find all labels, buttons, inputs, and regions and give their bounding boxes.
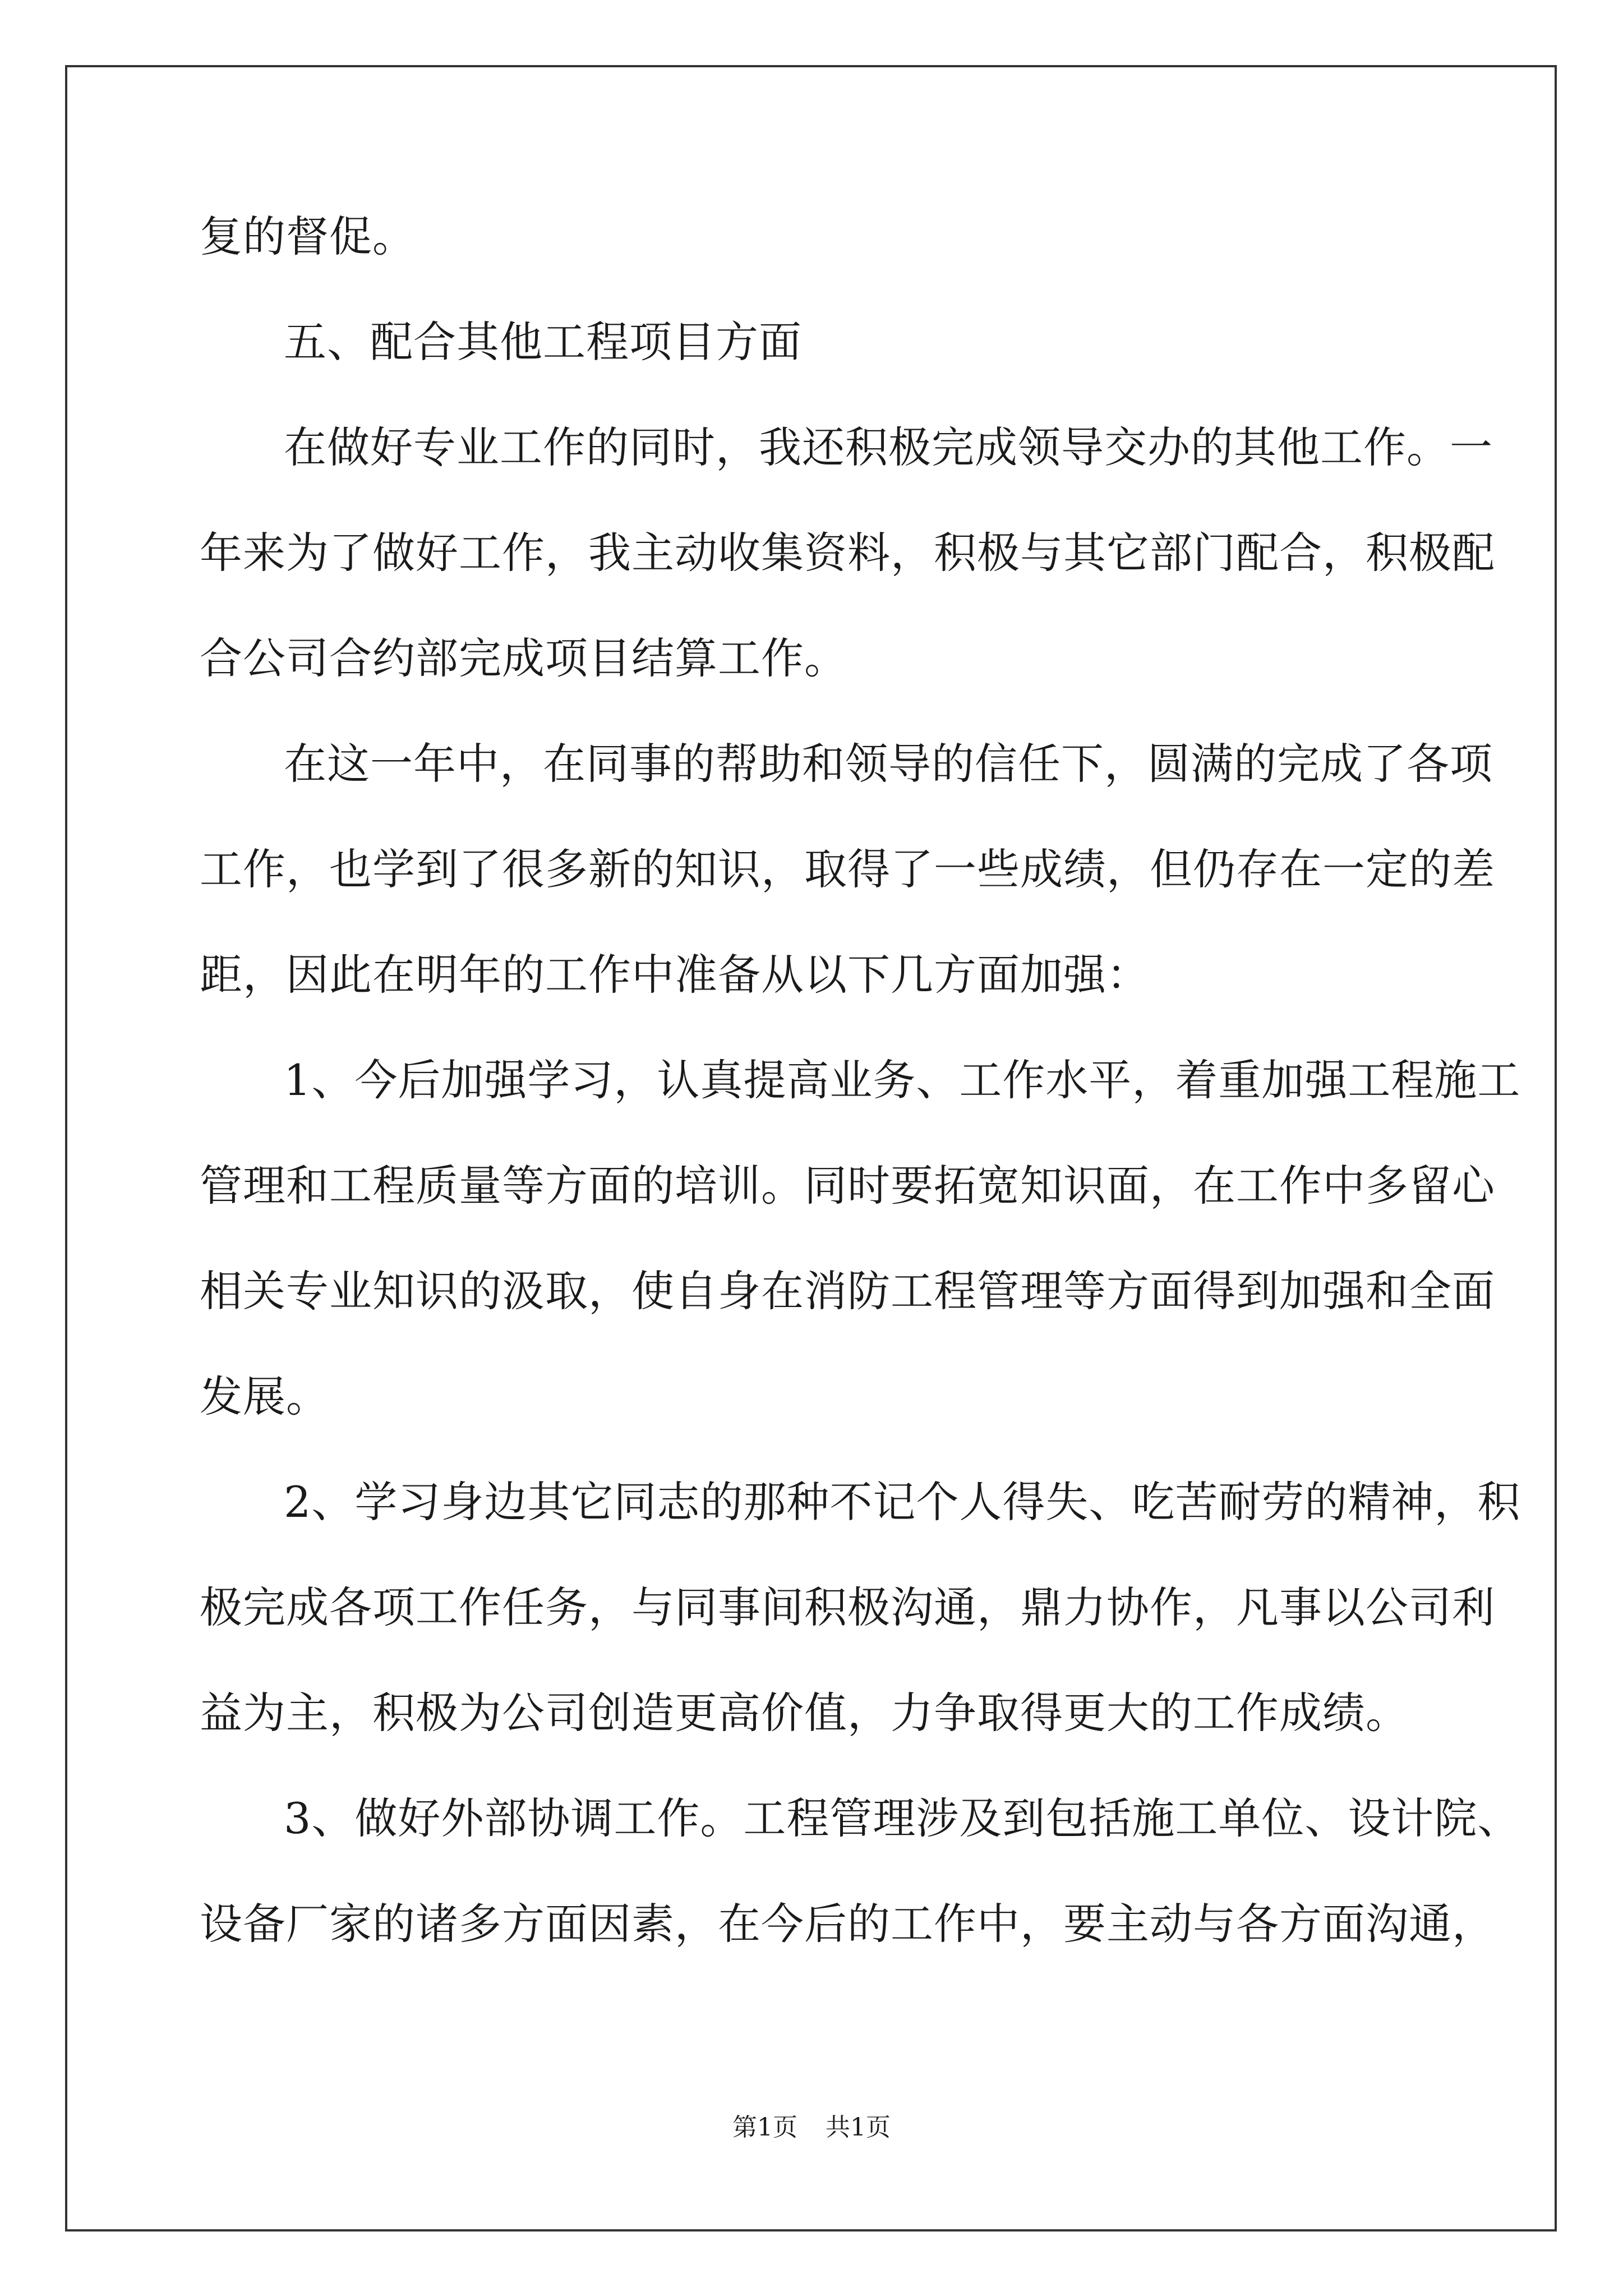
page-total: 共1页	[826, 2113, 891, 2142]
text-line: 设备厂家的诸多方面因素，在今后的工作中，要主动与各方面沟通，	[200, 1899, 1495, 1949]
text-line: 在这一年中，在同事的帮助和领导的信任下，圆满的完成了各项	[284, 739, 1493, 789]
text-line: 合公司合约部完成项目结算工作。	[200, 633, 847, 683]
page-footer	[0, 2112, 1623, 2143]
text-line: 工作，也学到了很多新的知识，取得了一些成绩，但仍存在一定的差	[200, 844, 1495, 894]
text-line: 相关专业知识的汲取，使自身在消防工程管理等方面得到加强和全面	[200, 1266, 1495, 1316]
text-line: 极完成各项工作任务，与同事间积极沟通，鼎力协作，凡事以公司利	[200, 1582, 1495, 1632]
text-line: 复的督促。	[200, 211, 416, 261]
text-line: 发展。	[200, 1372, 329, 1421]
text-line: 3、做好外部协调工作。工程管理涉及到包括施工单位、设计院、	[284, 1793, 1521, 1843]
page-number: 第1页	[732, 2113, 797, 2142]
text-line: 年来为了做好工作，我主动收集资料，积极与其它部门配合，积极配	[200, 528, 1495, 578]
text-line: 在做好专业工作的同时，我还积极完成领导交办的其他工作。一	[284, 422, 1493, 472]
text-line: 距，因此在明年的工作中准备从以下几方面加强：	[200, 950, 1150, 1000]
text-line: 2、学习身边其它同志的那种不记个人得失、吃苦耐劳的精神，积	[284, 1477, 1521, 1527]
text-line: 管理和工程质量等方面的培训。同时要拓宽知识面，在工作中多留心	[200, 1161, 1495, 1211]
text-line: 益为主，积极为公司创造更高价值，力争取得更大的工作成绩。	[200, 1688, 1409, 1738]
section-heading: 五、配合其他工程项目方面	[284, 317, 802, 367]
text-line: 1、今后加强学习，认真提高业务、工作水平，着重加强工程施工	[284, 1055, 1521, 1105]
